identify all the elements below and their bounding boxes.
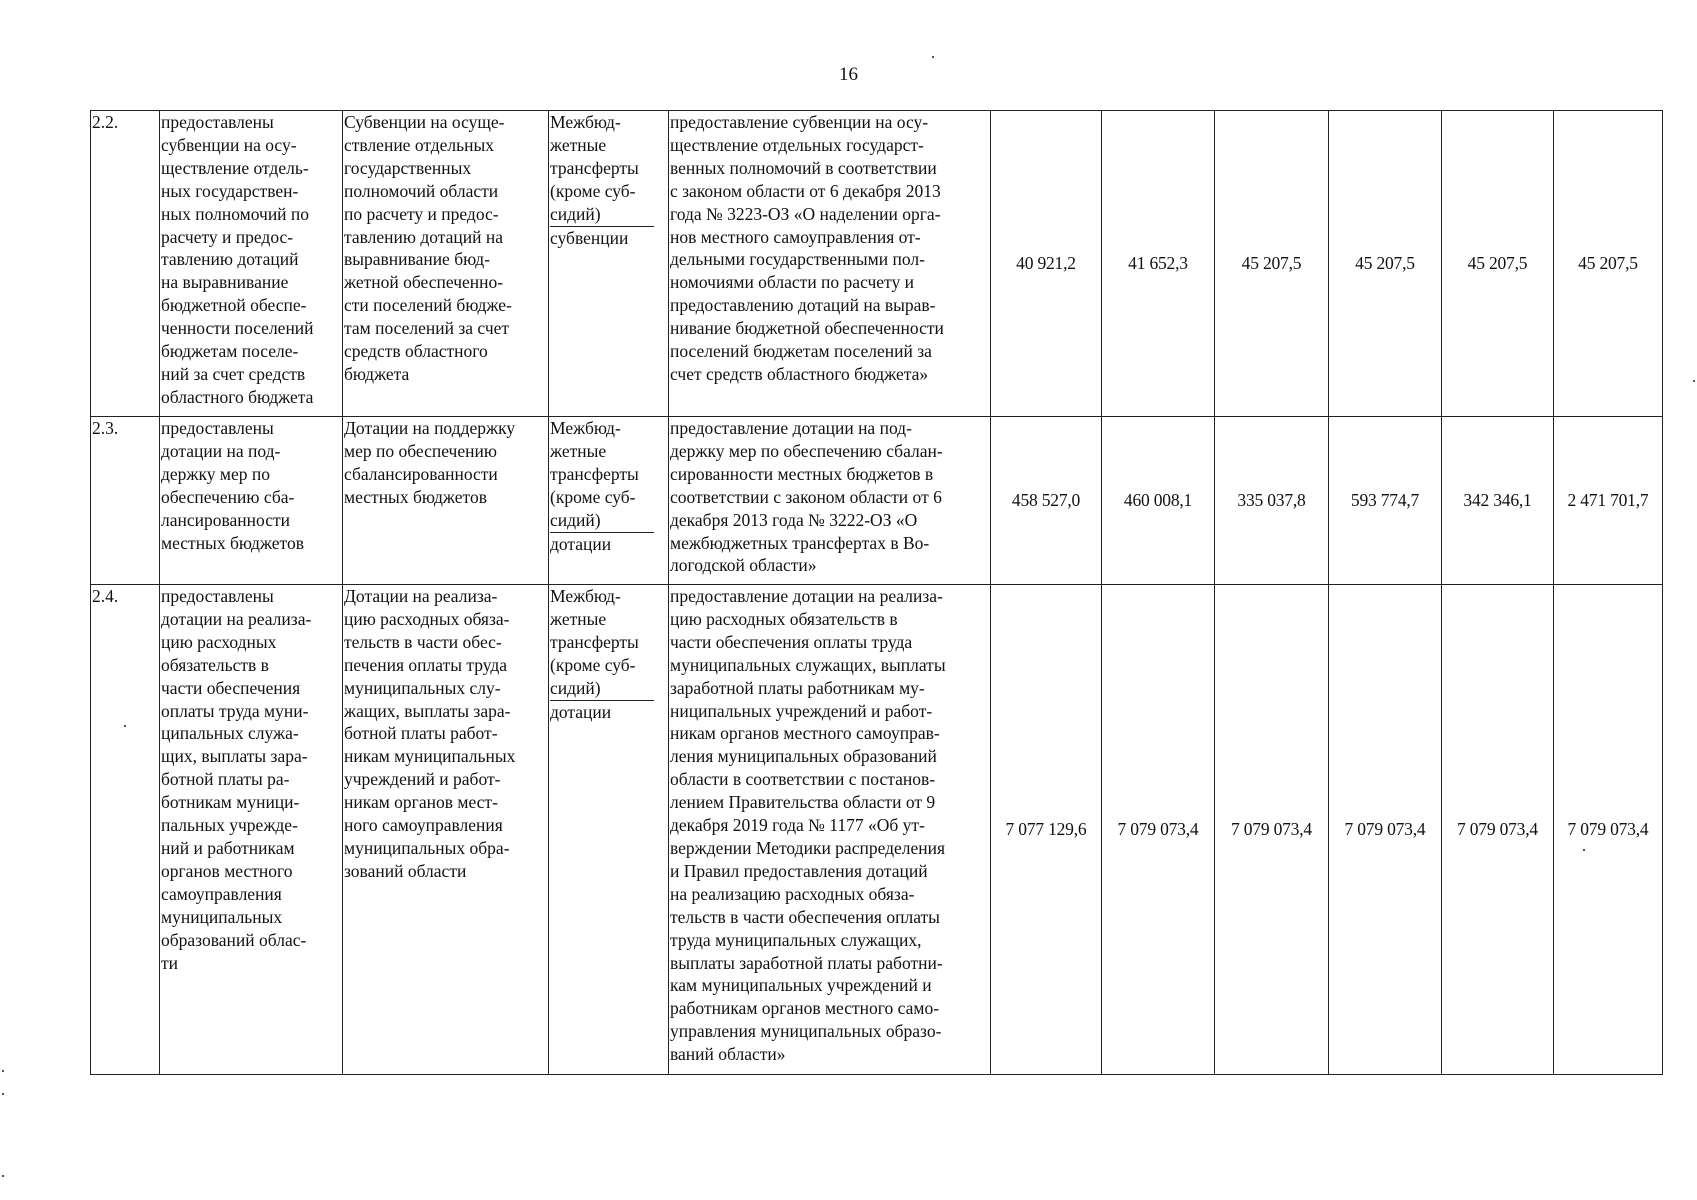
amount-year-4: 45 207,5 [1329,111,1442,417]
amount-year-3: 7 079 073,4 [1215,585,1329,1075]
support-form [549,417,669,585]
scan-speck [932,56,934,58]
expected-result: предоставлены дотации на под- держку мер по обеспечению сба- лансированности местных бюджетов [160,417,343,585]
table-row [91,585,1663,1075]
table-row [91,111,1663,417]
table-row [91,417,1663,585]
support-form-type: дотации [550,701,612,722]
amount-year-4: 7 079 073,4 [1329,585,1442,1075]
row-number: 2.4. [91,585,160,1075]
amount-year-1: 40 921,2 [991,111,1102,417]
support-form-label: Межбюд- жетные трансферты (кроме суб- сидий) [550,111,654,227]
expected-result: предоставлены субвенции на осу- ществление отдель- ных государствен- ных полномочий по расчету и предос- тавлению дотаций на выравнивание бюджетной обеспе- ченности поселений бюджетам поселе- ний за счет средств областного бюджета [160,111,343,417]
amount-year-2: 41 652,3 [1102,111,1215,417]
amount-year-3: 45 207,5 [1215,111,1329,417]
legal-basis: предоставление дотации на реализа- цию расходных обязательств в части обеспечения оплаты труда муниципальных служащих, выплаты заработной платы работникам му- ниципальных учреждений и работ- никам органов местного самоуправ- ления муниципальных образований области в соответствии с постанов- лением Правительства области от 9 декабря 2019 года № 1177 «Об ут- верждении Методики распределения и Правил предоставления дотаций на реализацию расходных обяза- тельств в части обеспечения оплаты труда муниципальных служащих, выплаты заработной платы работни- кам муниципальных учреждений и работникам органов местного само- управления муниципальных образо- ваний области» [669,585,991,1075]
page-number: 16 [839,64,858,85]
amount-year-6: 7 079 073,4 [1554,585,1663,1075]
row-number: 2.2. [91,111,160,417]
row-number: 2.3. [91,417,160,585]
amount-year-5: 45 207,5 [1442,111,1554,417]
amount-year-2: 7 079 073,4 [1102,585,1215,1075]
support-form-label: Межбюд- жетные трансферты (кроме суб- сидий) [550,585,654,701]
support-form [549,585,669,1075]
scan-speck [2,1070,4,1072]
amount-year-4: 593 774,7 [1329,417,1442,585]
expense-direction: Дотации на поддержку мер по обеспечению сбалансированности местных бюджетов [343,417,549,585]
amount-year-3: 335 037,8 [1215,417,1329,585]
support-form-label: Межбюд- жетные трансферты (кроме суб- сидий) [550,417,654,533]
scan-speck [1583,849,1585,851]
amount-year-1: 458 527,0 [991,417,1102,585]
legal-basis: предоставление субвенции на осу- ществление отдельных государст- венных полномочий в соответствии с законом области от 6 декабря 2013 года № 3223-ОЗ «О наделении орга- нов местного самоуправления от- дельными государственными пол- номочиями области по расчету и предоставлению дотаций на вырав- нивание бюджетной обеспеченности поселений бюджетам поселений за счет средств областного бюджета» [669,111,991,417]
amount-year-2: 460 008,1 [1102,417,1215,585]
amount-year-1: 7 077 129,6 [991,585,1102,1075]
support-form-type: субвенции [550,227,629,248]
expected-result: предоставлены дотации на реализа- цию расходных обязательств в части обеспечения оплаты труда муни- ципальных служа- щих, выплаты зара- ботной платы ра- ботникам муници- пальных учрежде- ний и работникам органов местного самоуправления муниципальных образований облас- ти [160,585,343,1075]
legal-basis: предоставление дотации на под- держку мер по обеспечению сбалан- сированности местных бюджетов в соответствии с законом области от 6 декабря 2013 года № 3222-ОЗ «О межбюджетных трансфертах в Во- логодской области» [669,417,991,585]
scan-speck [2,1093,4,1095]
scan-speck [2,1175,4,1177]
amount-year-6: 2 471 701,7 [1554,417,1663,585]
scan-speck [1693,380,1695,382]
support-form [549,111,669,417]
budget-table [90,110,1663,1075]
amount-year-5: 7 079 073,4 [1442,585,1554,1075]
expense-direction: Субвенции на осуще- ствление отдельных государственных полномочий области по расчету и предос- тавлению дотаций на выравнивание бюд- жетной обеспеченно- сти поселений бюдже- там поселений за счет средств областного бюджета [343,111,549,417]
amount-year-5: 342 346,1 [1442,417,1554,585]
amount-year-6: 45 207,5 [1554,111,1663,417]
scan-speck [124,725,126,727]
expense-direction: Дотации на реализа- цию расходных обяза- тельств в части обес- печения оплаты труда муниципальных слу- жащих, выплаты зара- ботной платы работ- никам муниципальных учреждений и работ- никам органов мест- ного самоуправления муниципальных обра- зований области [343,585,549,1075]
support-form-type: дотации [550,533,612,554]
